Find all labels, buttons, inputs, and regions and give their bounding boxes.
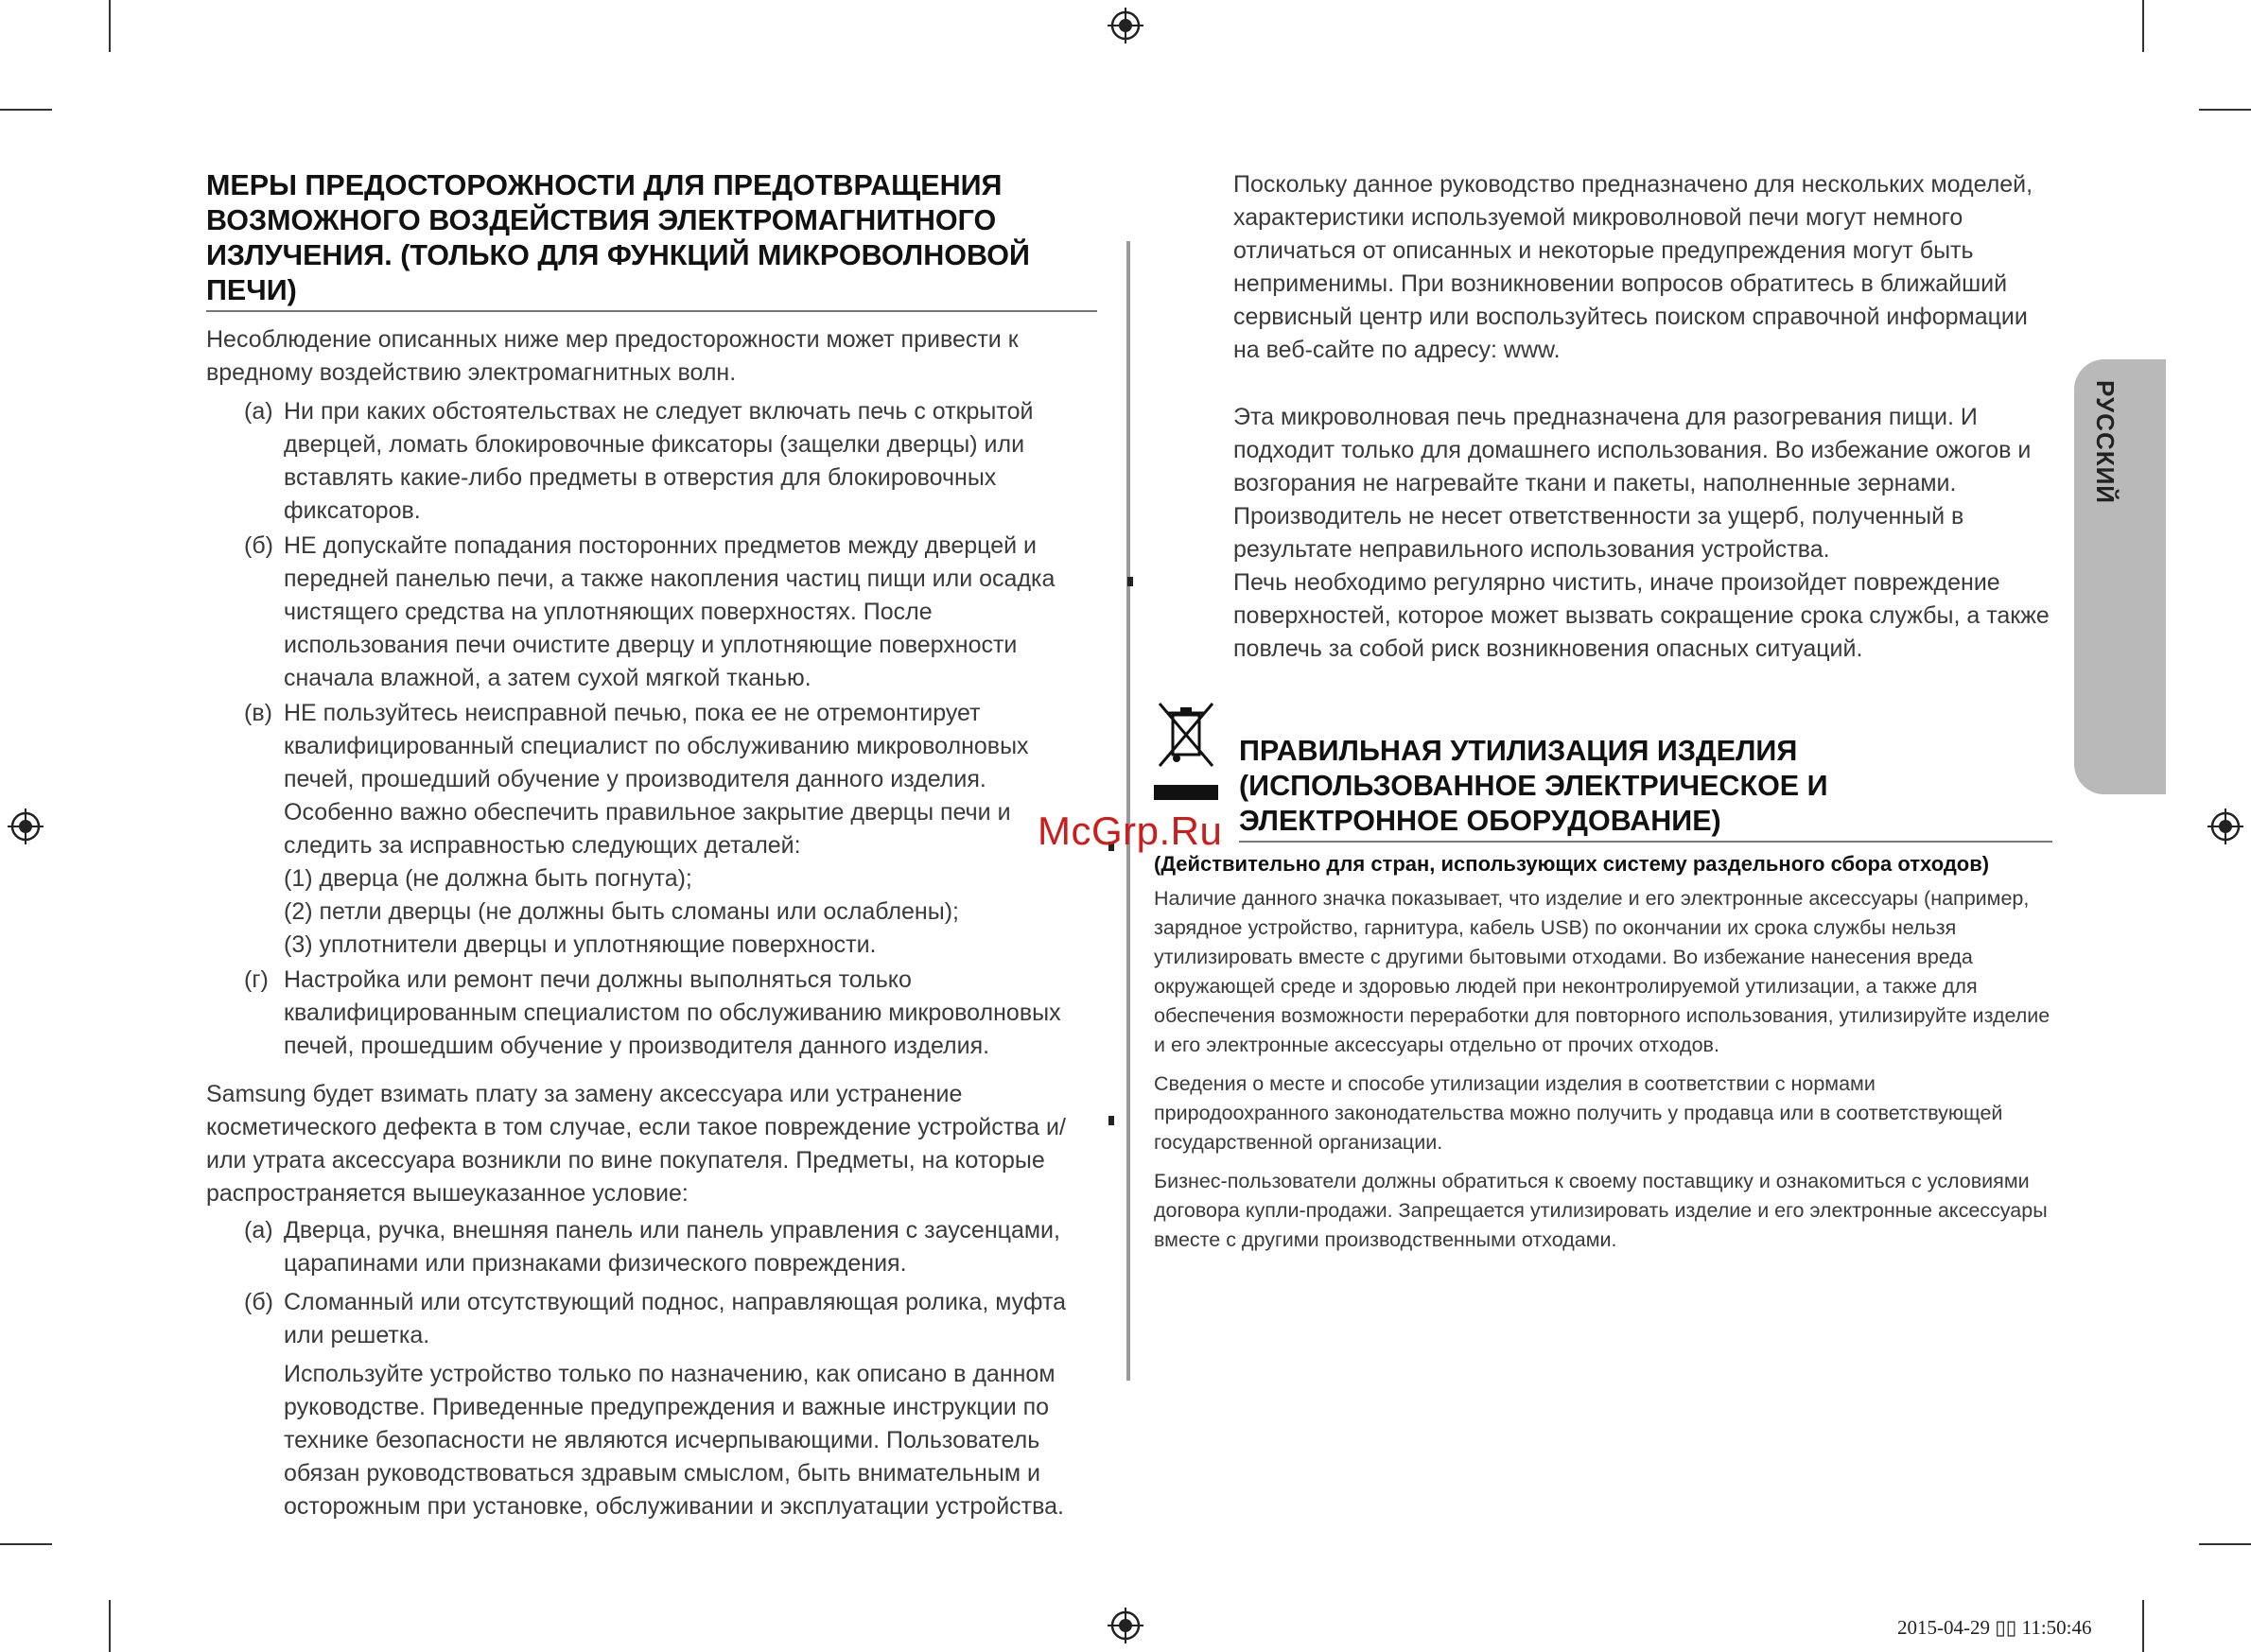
crop-mark <box>0 1543 52 1545</box>
weee-paragraph: Сведения о месте и способе утилизации изделия в соответствии с нормами природоохранного законодательства можно получить у продавца или в соответствующей государственной организации. <box>1154 1072 2003 1154</box>
crop-mark <box>109 0 111 52</box>
crop-mark <box>109 1600 111 1652</box>
crop-mark <box>2199 1543 2251 1545</box>
sub-item: (1) дверца (не должна быть погнута); <box>284 865 692 892</box>
right-column <box>1154 168 2052 1255</box>
list-item <box>206 964 1097 1063</box>
divider-tick <box>1108 1116 1114 1125</box>
models-note: Поскольку данное руководство предназначено для нескольких моделей, характеристики используемой микроволновой печи могут немного отличаться от описанных и некоторые предупреждения могут быть неприменимы. При возникновении вопросов обратитесь в ближайший сервисный центр или воспользуйтесь поиском справочной информации на веб-сайте по адресу: www. <box>1233 171 2033 363</box>
list-marker: (б) <box>244 1289 273 1315</box>
list-item-text: НЕ пользуйтесь неисправной печью, пока ее не отремонтирует квалифицированный специалист по обслуживанию микроволновых печей, прошедший обучение у производителя данного изделия. Особенно важно обеспечить правильное закрытие дверцы печи и следить за исправностью следующих деталей: <box>284 700 1029 859</box>
left-column <box>206 168 1097 1523</box>
list-item-text: Сломанный или отсутствующий поднос, направляющая ролика, муфта или решетка. <box>284 1289 1066 1348</box>
language-tab-label: РУССКИЙ <box>2091 380 2120 504</box>
weee-heading: ПРАВИЛЬНАЯ УТИЛИЗАЦИЯ ИЗДЕЛИЯ (ИСПОЛЬЗОВАННОЕ ЭЛЕКТРИЧЕСКОЕ И ЭЛЕКТРОННОЕ ОБОРУДОВАНИЕ) <box>1239 698 2052 843</box>
list-item <box>206 530 1097 695</box>
list-item <box>206 1286 1097 1523</box>
crop-mark <box>2199 109 2251 111</box>
registration-mark-icon <box>1108 8 1143 43</box>
weee-paragraph: Наличие данного значка показывает, что изделие и его электронные аксессуары (например, зарядное устройство, гарнитура, кабель USB) по окончании их срока службы нельзя утилизировать вместе с другими бытовыми отходами. Во избежание нанесения вреда окружающей среде и здоровью людей при неконтролируемой утилизации, а также для обеспечения возможности переработки для повторного использования, утилизируйте изделие и его электронные аксессуары отдельно от прочих отходов. <box>1154 887 2050 1056</box>
registration-mark-icon <box>8 809 44 844</box>
sub-item: (2) петли дверцы (не должны быть сломаны или ослаблены); <box>284 898 959 925</box>
print-timestamp: 2015-04-29 ▯▯ 11:50:46 <box>1897 1616 2092 1639</box>
list-item <box>206 697 1097 962</box>
weee-subheading: (Действительно для стран, использующих систему раздельного сбора отходов) <box>1154 852 1990 876</box>
list-item-text: Дверца, ручка, внешняя панель или панель управления с заусенцами, царапинами или признаками физического повреждения. <box>284 1217 1060 1277</box>
list-item-text: НЕ допускайте попадания посторонних предметов между дверцей и передней панелью печи, а также накопления частиц пищи или осадка чистящего средства на уплотняющих поверхностях. После использования печи очистите дверцу и уплотняющие поверхности сначала влажной, а затем сухой мягкой тканью. <box>284 532 1056 691</box>
list-marker: (в) <box>244 700 272 726</box>
registration-mark-icon <box>1108 1608 1143 1643</box>
samsung-charge-paragraph: Samsung будет взимать плату за замену аксессуара или устранение косметического дефекта в том случае, если такое повреждение устройства и/или утрата аксессуара возникли по вине покупателя. Предметы, на которые распространяется вышеуказанное условие: <box>206 1081 1066 1207</box>
list-item-text: Настройка или ремонт печи должны выполняться только квалифицированным специалистом по обслуживанию микроволновых печей, прошедшим обучение у производителя данного изделия. <box>284 966 1061 1059</box>
language-tab <box>2074 359 2166 794</box>
emf-precautions-list <box>206 395 1097 1063</box>
list-marker: (г) <box>244 966 269 993</box>
emf-precautions-heading: МЕРЫ ПРЕДОСТОРОЖНОСТИ ДЛЯ ПРЕДОТВРАЩЕНИЯ ВОЗМОЖНОГО ВОЗДЕЙСТВИЯ ЭЛЕКТРОМАГНИТНОГО ИЗЛУЧЕНИЯ. (ТОЛЬКО ДЛЯ ФУНКЦИЙ МИКРОВОЛНОВОЙ ПЕЧИ) <box>206 168 1097 312</box>
weee-section-header <box>1154 698 2052 843</box>
crop-mark <box>0 109 52 111</box>
list-marker: (а) <box>244 398 273 425</box>
divider-tick <box>1127 577 1133 586</box>
weee-paragraph: Бизнес-пользователи должны обратиться к своему поставщику и ознакомиться с условиями договора купли-продажи. Запрещается утилизировать изделие и его электронные аксессуары вместе с другими производственными отходами. <box>1154 1170 2048 1251</box>
crop-mark <box>2142 1600 2144 1652</box>
purpose-note: Эта микроволновая печь предназначена для разогревания пищи. И подходит только для домашнего использования. Во избежание ожогов и возгорания не нагревайте ткани и пакеты, наполненные зернами. Производитель не несет ответственности за ущерб, полученный в результате неправильного использования устройства. <box>1233 404 2032 563</box>
list-marker: (а) <box>244 1217 273 1243</box>
list-item <box>206 395 1097 528</box>
list-item <box>206 1214 1097 1280</box>
registration-mark-icon <box>2207 809 2243 844</box>
emf-intro: Несоблюдение описанных ниже мер предосторожности может привести к вредному воздействию электромагнитных волн. <box>206 326 1019 386</box>
list-item-text: Ни при каких обстоятельствах не следует включать печь с открытой дверцей, ломать блокировочные фиксаторы (защелки дверцы) или вставлять какие-либо предметы в отверстия для блокировочных фиксаторов. <box>284 398 1034 524</box>
watermark: McGrp.Ru <box>1038 809 1223 853</box>
cleaning-note: Печь необходимо регулярно чистить, иначе произойдет повреждение поверхностей, которое может вызвать сокращение срока службы, а также повлечь за собой риск возникновения опасных ситуаций. <box>1233 569 2050 662</box>
sub-item: (3) уплотнители дверцы и уплотняющие поверхности. <box>284 931 877 958</box>
usage-note: Используйте устройство только по назначению, как описано в данном руководстве. Приведенные предупреждения и важные инструкции по технике безопасности не являются исчерпывающими. Пользователь обязан руководствоваться здравым смыслом, быть внимательным и осторожным при установке, обслуживании и эксплуатации устройства. <box>284 1361 1064 1520</box>
crop-mark <box>2142 0 2144 52</box>
damage-items-list <box>206 1214 1097 1523</box>
crossed-bin-icon <box>1154 698 1218 808</box>
list-marker: (б) <box>244 532 273 559</box>
